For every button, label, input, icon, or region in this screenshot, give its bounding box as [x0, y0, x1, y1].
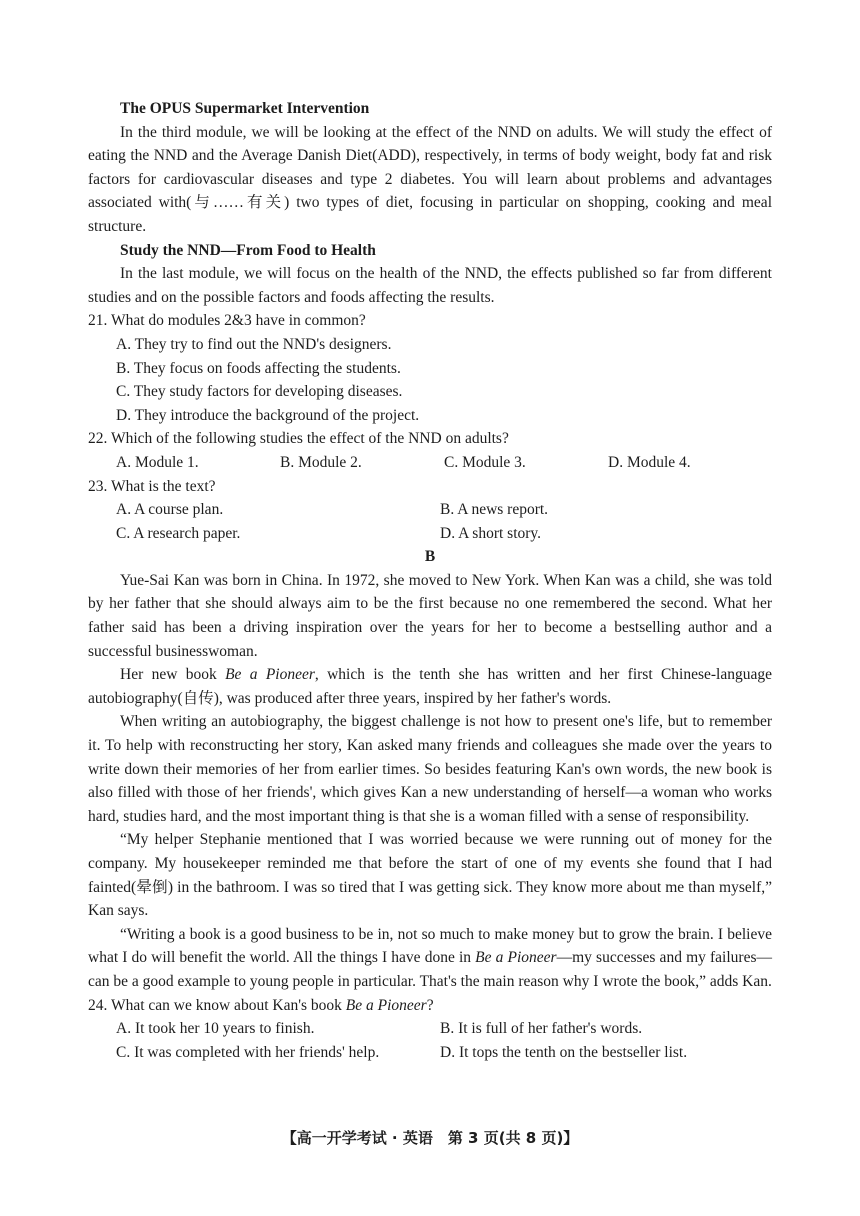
options-grid — [88, 498, 772, 545]
question-stem: 22. Which of the following studies the effect of the NND on adults? — [88, 430, 509, 448]
stem-text: ? — [426, 996, 434, 1014]
heading-study-nnd: Study the NND—From Food to Health — [120, 241, 376, 259]
option-a: A. It took her 10 years to finish. — [116, 1020, 315, 1038]
paragraph-b4: “My helper Stephanie mentioned that I was worried because we were running out of money for the company. My housekeeper reminded me that before the start of one of my events she found that I had fainted(晕倒) in the bathroom. I was so tired that I was getting sick. They know more about me than myself,” Kan says. — [88, 831, 772, 920]
paragraph-b2 — [88, 663, 772, 710]
options-row — [88, 451, 772, 475]
paragraph-text: —my successes and my failures—can be a good example to young people in particular. That's the main reason why I wrote the book,” adds Kan. — [88, 949, 772, 990]
paragraph-b1: Yue-Sai Kan was born in China. In 1972, she moved to New York. When Kan was a child, she was told by her father that she should always aim to be the first because no one remembered the second. What her father said has been a driving inspiration over the years for her to become a bestselling author and a successful businesswoman. — [88, 571, 772, 660]
option-c: C. Module 3. — [444, 453, 526, 471]
question-21 — [88, 309, 772, 427]
paragraph-b5 — [88, 923, 772, 994]
page-footer: 【高一开学考试 · 英语 第 3 页(共 8 页)】 — [281, 1129, 579, 1147]
option-a: A. Module 1. — [116, 453, 199, 471]
option-d: D. They introduce the background of the project. — [116, 406, 420, 424]
paragraph-text: , which is the tenth she has written and her first Chinese-language autobiography(自传), was produced after three years, inspired by her father's words. — [88, 666, 772, 707]
book-title: Be a Pioneer — [475, 949, 557, 967]
option-b: B. A news report. — [440, 501, 549, 519]
question-stem: 21. What do modules 2&3 have in common? — [88, 312, 366, 330]
option-c: C. A research paper. — [116, 524, 241, 542]
section-heading-b: B — [424, 548, 436, 566]
paragraph-opus: In the third module, we will be looking at the effect of the NND on adults. We will study the effect of eating the NND and the Average Danish Diet(ADD), respectively, in terms of body weight, body fat and risk factors for cardiovascular diseases and type 2 diabetes. You will learn about problems and advantages associated with(与……有关) two types of diet, focusing in particular on shopping, cooking and meal structure. — [88, 123, 772, 235]
option-a: A. A course plan. — [116, 501, 224, 519]
option-d: D. A short story. — [440, 524, 542, 542]
book-title: Be a Pioneer — [225, 666, 315, 684]
question-stem — [88, 994, 772, 1018]
stem-text: 24. What can we know about Kan's book — [88, 996, 346, 1014]
heading-opus: The OPUS Supermarket Intervention — [120, 100, 370, 117]
page-content — [88, 97, 772, 1064]
option-a: A. They try to find out the NND's designers. — [116, 335, 392, 353]
book-title: Be a Pioneer — [345, 996, 427, 1014]
paragraph-b3: When writing an autobiography, the biggest challenge is not how to present one's life, but to remember it. To help with reconstructing her story, Kan asked many friends and colleagues she made over the years to write down their memories of her from earlier times. So besides featuring Kan's own words, the new book is also filled with those of her friends', which gives Kan a new understanding of herself—a woman who works hard, studies hard, and the most important thing is that she is a woman filled with a sense of responsibility. — [88, 713, 772, 825]
options-grid — [88, 1017, 772, 1064]
question-24 — [88, 994, 772, 1065]
question-stem: 23. What is the text? — [88, 477, 216, 495]
option-d: D. It tops the tenth on the bestseller list. — [440, 1043, 688, 1061]
paragraph-text: “Writing a book is a good business to be in, not so much to make money but to grow the brain. I believe what I do will benefit the world. All the things I have done in — [88, 925, 772, 967]
question-22 — [88, 427, 772, 474]
option-d: D. Module 4. — [608, 453, 691, 471]
paragraph-study-nnd: In the last module, we will focus on the health of the NND, the effects published so far from different studies and on the possible factors and foods affecting the results. — [88, 265, 772, 306]
option-b: B. They focus on foods affecting the students. — [116, 359, 401, 377]
option-c: C. They study factors for developing diseases. — [116, 383, 403, 401]
option-c: C. It was completed with her friends' help. — [116, 1043, 380, 1061]
paragraph-text: Her new book — [120, 666, 226, 684]
question-23 — [88, 475, 772, 546]
option-b: B. It is full of her father's words. — [440, 1020, 643, 1038]
option-b: B. Module 2. — [280, 453, 362, 471]
